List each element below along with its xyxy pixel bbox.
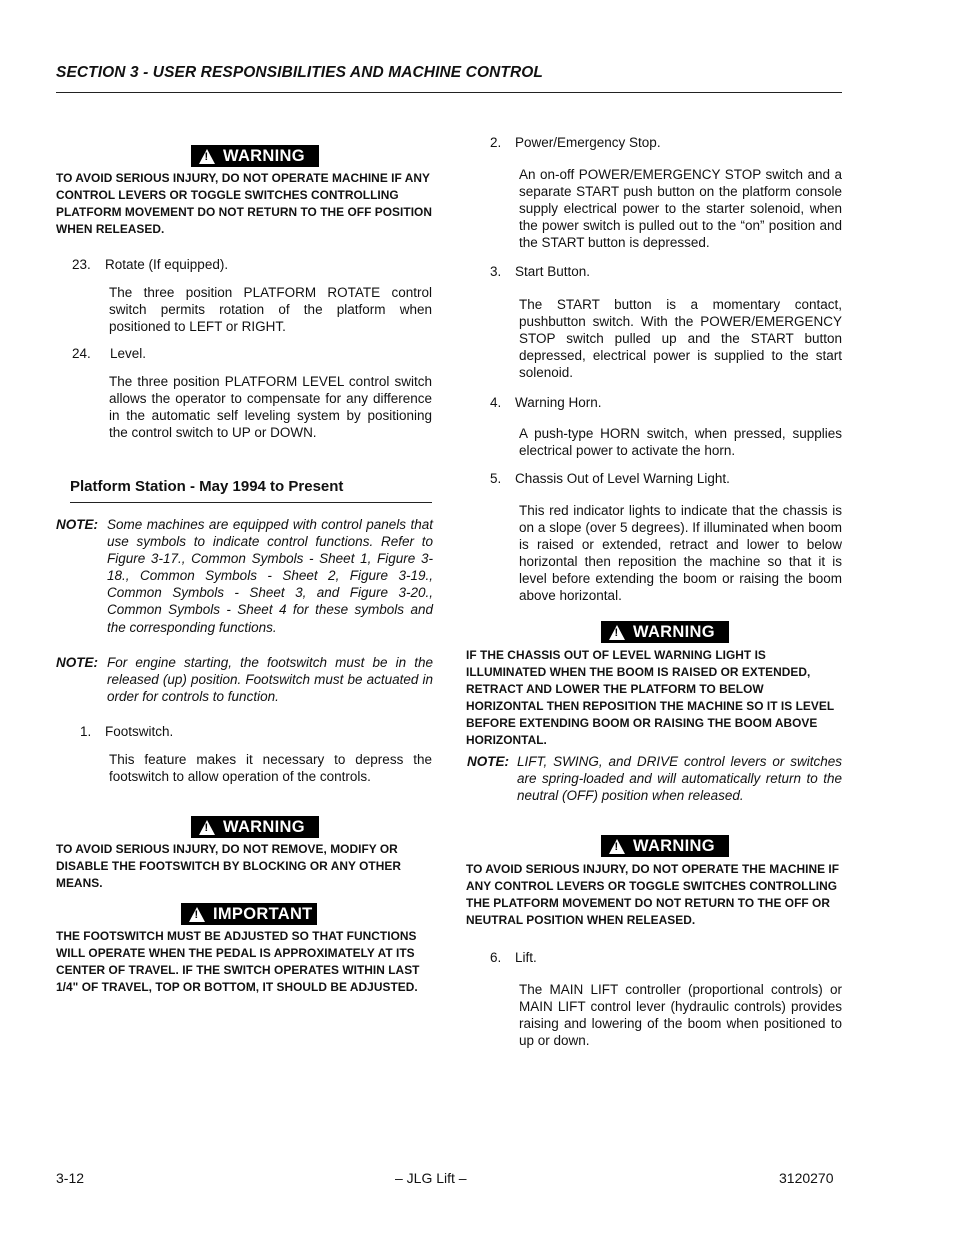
list-item-title: Level. <box>110 346 147 361</box>
list-item-description: The three position PLATFORM LEVEL control switch allows the operator to compensate for any difference in the automatic self leveling system by positioning the control switch to UP or DOWN. <box>109 374 432 441</box>
warning-badge: ! WARNING <box>601 621 729 643</box>
warning-text: IF THE CHASSIS OUT OF LEVEL WARNING LIGHT IS ILLUMINATED WHEN THE BOOM IS RAISED OR EXTENDED, RETRACT AND LOWER THE PLATFORM TO BELOW HORIZONTAL THEN REPOSITION THE MACHINE SO IT IS LEVEL BEFORE EXTENDING BOOM OR RAISING THE BOOM ABOVE HORIZONTAL. <box>466 648 834 747</box>
page-number: 3-12 <box>56 1170 85 1186</box>
note-label: NOTE: <box>56 517 98 532</box>
note-text: Some machines are equipped with control panels that use symbols to indicate control functions. Refer to Figure 3-17., Common Symbols - Sheet 1, Figure 3-18., Common Symbols - Sheet 2, Figure 3-19., Common Symbols - Sheet 3, and Figure 3-20., Common Symbols - Sheet 4 for these symbols and the corresponding functions. <box>107 517 433 635</box>
list-item-title: Start Button. <box>515 264 591 279</box>
list-item-description: The MAIN LIFT controller (proportional controls) or MAIN LIFT control lever (hydraulic controls) provides raising and lowering of the boom when positioned to up or down. <box>519 982 842 1049</box>
list-item-number: 3. <box>490 264 502 279</box>
list-item-title: Rotate (If equipped). <box>105 257 229 272</box>
list-item-number: 5. <box>490 471 502 486</box>
note-block <box>56 654 433 705</box>
list-item-number: 2. <box>490 135 502 150</box>
list-item-description: This red indicator lights to indicate that the chassis is on a slope (over 5 degrees). If illuminated when boom is raised or extended, retract and lower to below horizontal then reposition the machine so that it is level before extending the boom or raising the boom above horizontal. <box>519 503 842 604</box>
warning-triangle-icon <box>199 149 215 164</box>
warning-triangle-icon <box>199 820 215 835</box>
section-title: SECTION 3 - USER RESPONSIBILITIES AND MACHINE CONTROL <box>56 64 543 81</box>
note-block <box>56 516 433 636</box>
document-number: 3120270 <box>779 1170 834 1186</box>
note-label: NOTE: <box>467 754 509 769</box>
list-item-description: The three position PLATFORM ROTATE control switch permits rotation of the platform when positioned to LEFT or RIGHT. <box>109 285 432 335</box>
warning-triangle-icon <box>189 907 205 922</box>
warning-badge: ! WARNING <box>191 145 319 167</box>
note-text: For engine starting, the footswitch must be in the released (up) position. Footswitch must be actuated in order for controls to function. <box>107 655 433 705</box>
list-item-title: Lift. <box>515 950 537 965</box>
list-item-number: 24. <box>72 346 91 361</box>
list-item-description: The START button is a momentary contact, pushbutton switch. With the POWER/EMERGENCY STOP switch pulled up and the START button depressed, electrical power is supplied to the start solenoid. <box>519 297 842 381</box>
warning-triangle-icon <box>609 625 625 640</box>
warning-badge: ! WARNING <box>601 835 729 857</box>
list-item-description: An on-off POWER/EMERGENCY STOP switch and a separate START push button on the platform console supply electrical power to the starter solenoid, when the power switch is pulled out to the “on” position and the START button is depressed. <box>519 167 842 251</box>
warning-text: TO AVOID SERIOUS INJURY, DO NOT REMOVE, MODIFY OR DISABLE THE FOOTSWITCH BY BLOCKING OR ANY OTHER MEANS. <box>56 842 401 890</box>
note-text: LIFT, SWING, and DRIVE control levers or switches are spring-loaded and will automatically return to the neutral (OFF) position when released. <box>517 754 842 804</box>
important-text: THE FOOTSWITCH MUST BE ADJUSTED SO THAT FUNCTIONS WILL OPERATE WHEN THE PEDAL IS APPROXIMATELY AT ITS CENTER OF TRAVEL. IF THE SWITCH OPERATES WITHIN LAST 1/4" OF TRAVEL, TOP OR BOTTOM, IT SHOULD BE ADJUSTED. <box>56 929 420 994</box>
list-item-number: 6. <box>490 950 502 965</box>
subsection-heading: Platform Station - May 1994 to Present <box>70 478 432 503</box>
warning-text: TO AVOID SERIOUS INJURY, DO NOT OPERATE MACHINE IF ANY CONTROL LEVERS OR TOGGLE SWITCHES CONTROLLING PLATFORM MOVEMENT DO NOT RETURN TO THE OFF POSITION WHEN RELEASED. <box>56 171 432 236</box>
warning-text: TO AVOID SERIOUS INJURY, DO NOT OPERATE THE MACHINE IF ANY CONTROL LEVERS OR TOGGLE SWITCHES CONTROLLING THE PLATFORM MOVEMENT DO NOT RETURN TO THE OFF OR NEUTRAL POSITION WHEN RELEASED. <box>466 862 840 927</box>
list-item-title: Footswitch. <box>105 724 174 739</box>
list-item-title: Chassis Out of Level Warning Light. <box>515 471 730 486</box>
footer-publisher: – JLG Lift – <box>395 1170 467 1186</box>
note-block <box>467 753 842 804</box>
list-item-title: Power/Emergency Stop. <box>515 135 661 150</box>
section-header <box>56 64 842 93</box>
list-item-description: A push-type HORN switch, when pressed, supplies electrical power to activate the horn. <box>519 426 842 459</box>
note-label: NOTE: <box>56 655 98 670</box>
list-item-title: Warning Horn. <box>515 395 602 410</box>
list-item-number: 1. <box>80 724 92 739</box>
list-item-description: This feature makes it necessary to depress the footswitch to allow operation of the controls. <box>109 752 432 785</box>
list-item-number: 4. <box>490 395 502 410</box>
important-badge: ! IMPORTANT <box>181 903 317 925</box>
warning-badge: ! WARNING <box>191 816 319 838</box>
list-item-number: 23. <box>72 257 91 272</box>
warning-triangle-icon <box>609 839 625 854</box>
